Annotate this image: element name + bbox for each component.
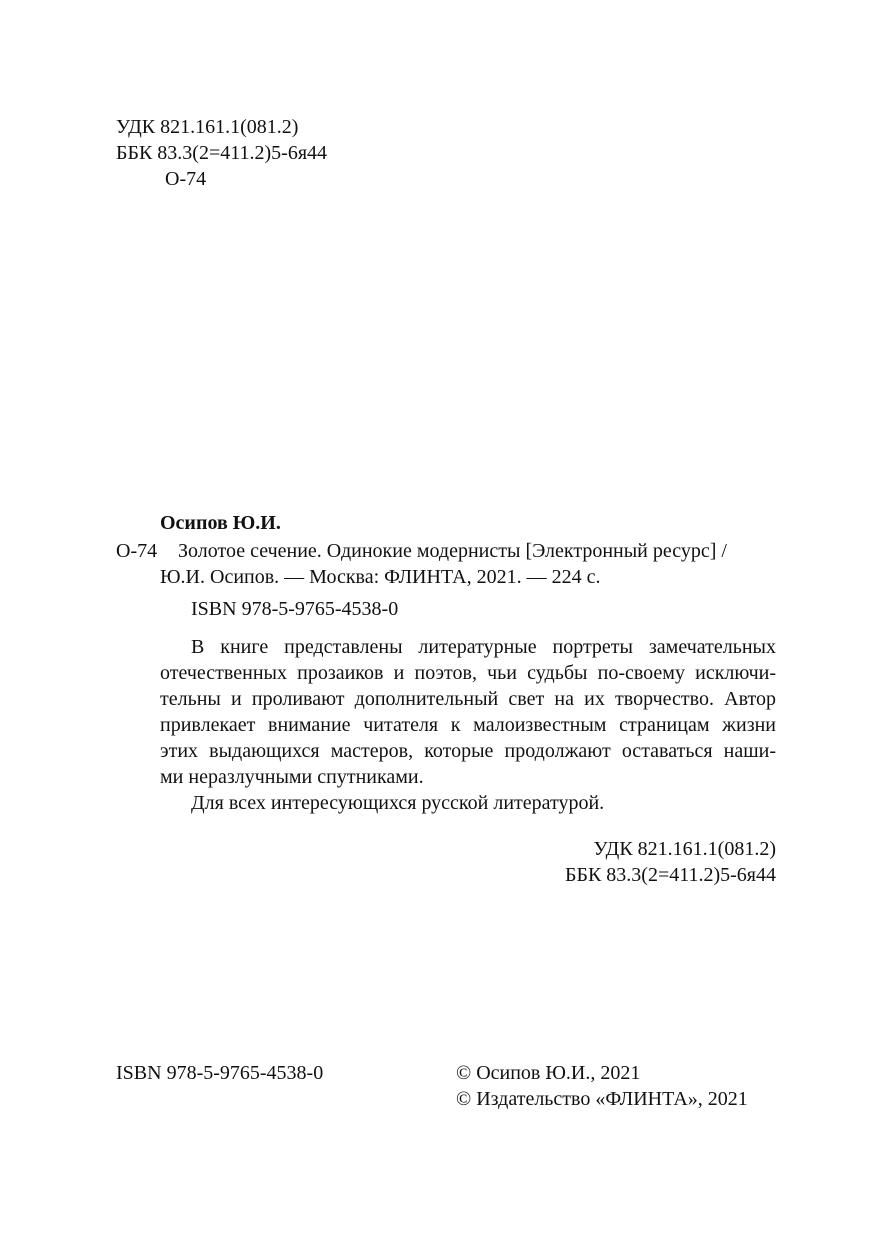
annotation-line: ми неразлучными спутниками. <box>160 766 424 788</box>
udk-code-top: УДК 821.161.1(081.2) <box>116 116 299 138</box>
bbk-code-top: ББК 83.3(2=411.2)5-6я44 <box>116 142 328 164</box>
card-isbn: ISBN 978-5-9765-4538-0 <box>191 598 399 620</box>
card-author: Осипов Ю.И. <box>160 512 281 534</box>
footer-isbn: ISBN 978-5-9765-4538-0 <box>116 1062 324 1084</box>
annotation-line: отечественных прозаиков и поэтов, чьи судьбы по-своему исключи- <box>160 662 776 684</box>
card-title-line-2: Ю.И. Осипов. — Москва: ФЛИНТА, 2021. — 224 с. <box>160 566 601 588</box>
card-title-line-1: Золотое сечение. Одинокие модернисты [Электронный ресурс] / <box>178 540 727 562</box>
card-author-mark: О-74 <box>116 540 158 562</box>
annotation-line: привлекает внимание читателя к малоизвестным страницам жизни <box>160 714 776 736</box>
copyright-publisher: © Издательство «ФЛИНТА», 2021 <box>456 1088 748 1110</box>
annotation-line: тельны и проливают дополнительный свет на их творчество. Автор <box>160 688 776 710</box>
author-mark-top: О-74 <box>165 168 207 190</box>
annotation-line: В книге представлены литературные портреты замечательных <box>191 636 776 658</box>
card-udk: УДК 821.161.1(081.2) <box>593 838 776 860</box>
annotation-line: этих выдающихся мастеров, которые продолжают оставаться наши- <box>160 740 776 762</box>
card-audience: Для всех интересующихся русской литературой. <box>191 792 605 814</box>
copyright-author: © Осипов Ю.И., 2021 <box>456 1062 641 1084</box>
card-bbk: ББК 83.3(2=411.2)5-6я44 <box>564 864 776 886</box>
